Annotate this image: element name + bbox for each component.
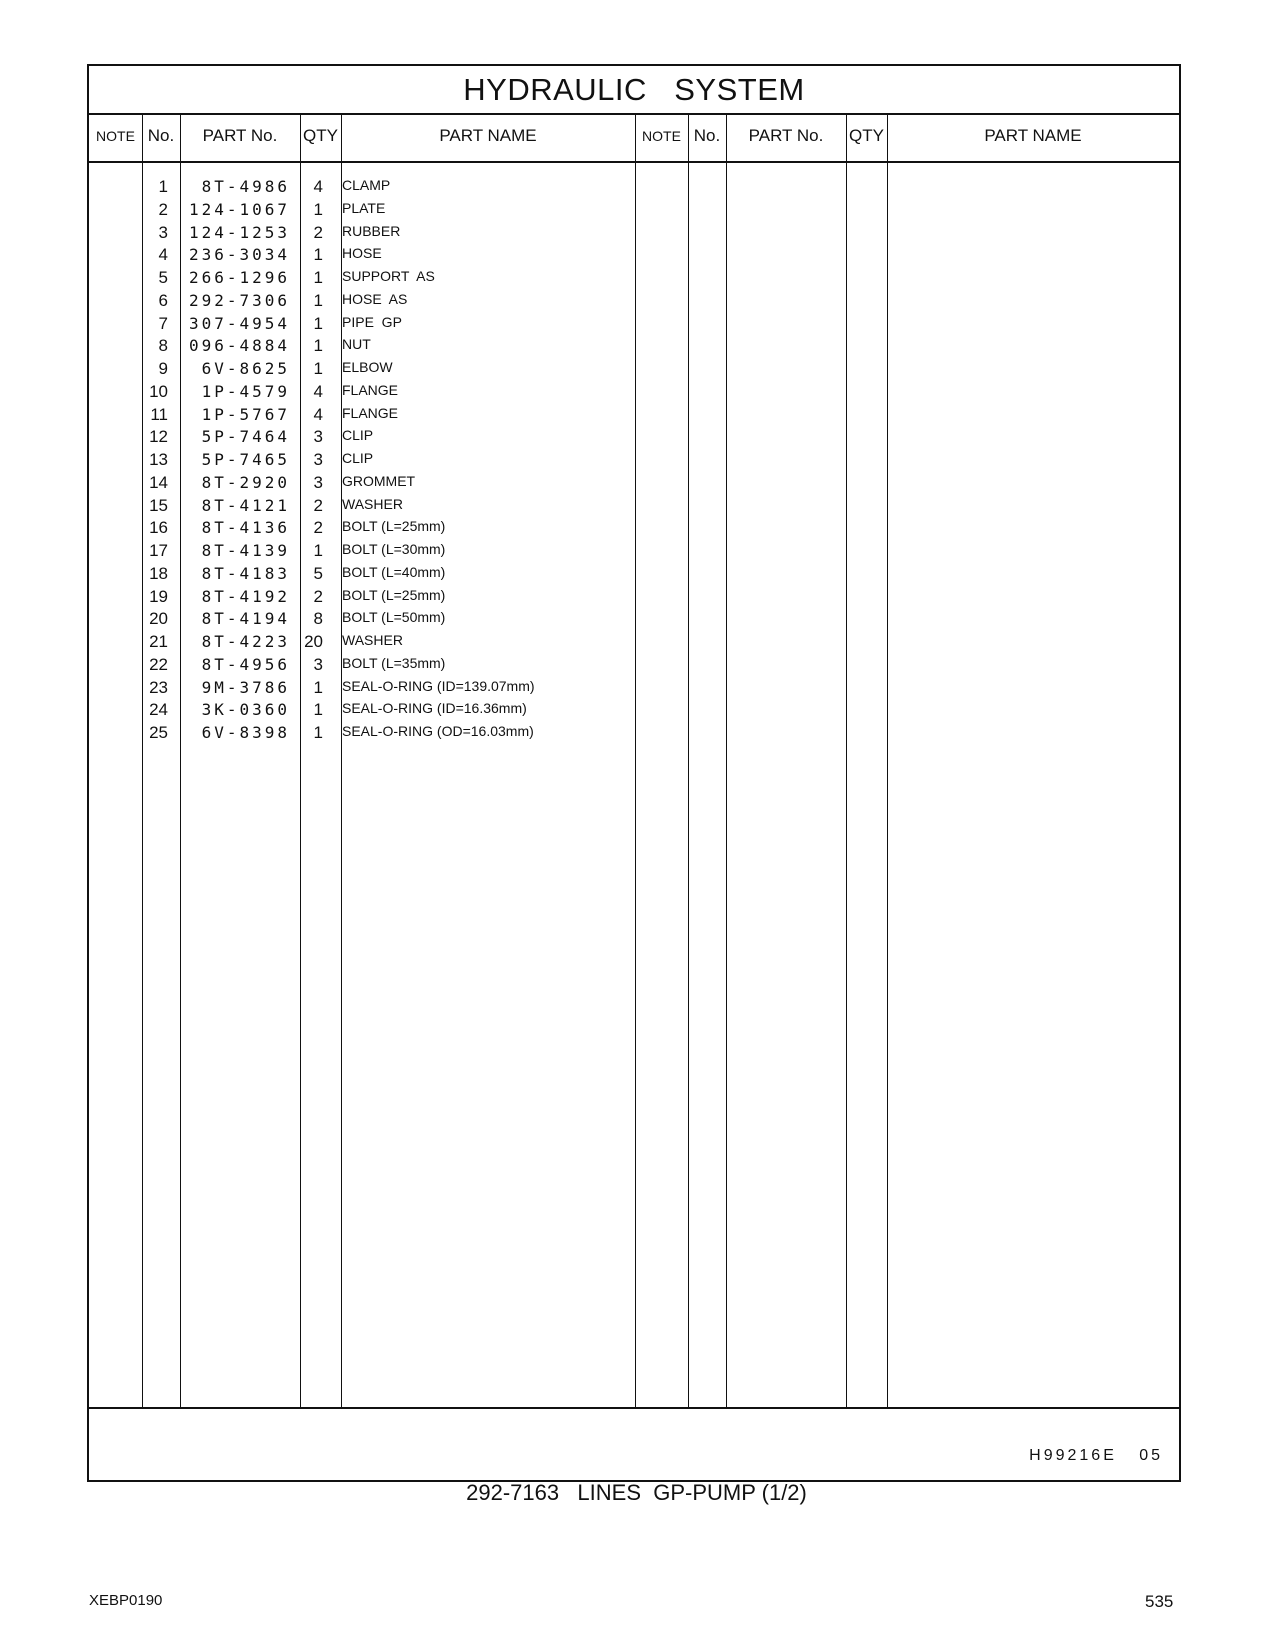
row-qty: 2 (313, 586, 323, 606)
row-qty: 1 (313, 723, 323, 742)
table-row (89, 175, 1179, 198)
row-qty: 3 (313, 427, 323, 447)
table-row (89, 425, 1179, 448)
row-no: 7 (158, 313, 168, 333)
table-row (89, 221, 1179, 244)
row-qty: 8 (313, 609, 323, 629)
row-part-no: 8T-4139 (201, 541, 290, 560)
table-row (89, 357, 1179, 380)
table-row (89, 630, 1179, 653)
row-part-name: GROMMET (342, 472, 416, 489)
row-part-name: CLAMP (342, 177, 391, 193)
row-part-no: 292-7306 (188, 290, 290, 310)
page-number: 535 (1145, 1592, 1174, 1611)
document-code: XEBP0190 (89, 1592, 163, 1609)
row-part-no: 8T-4192 (201, 586, 290, 606)
assembly-subtitle: 292-7163 LINES GP-PUMP (1/2) (466, 1480, 807, 1505)
row-no: 16 (149, 518, 168, 538)
row-no: 17 (149, 541, 168, 560)
row-part-no: 307-4954 (188, 313, 290, 333)
row-part-no: 124-1253 (188, 222, 290, 242)
header-no-right: No. (693, 126, 721, 145)
row-no: 3 (158, 222, 168, 242)
row-no: 24 (149, 700, 168, 720)
table-row (89, 607, 1179, 630)
row-qty: 3 (313, 472, 323, 492)
footer-code: H99216E 05 (1029, 1447, 1163, 1464)
row-part-no: 236-3034 (188, 245, 290, 265)
row-part-name: FLANGE (342, 404, 399, 421)
row-qty: 4 (313, 177, 323, 196)
row-no: 11 (150, 404, 168, 424)
table-row (89, 653, 1179, 676)
row-qty: 2 (313, 495, 323, 515)
header-note-right: NOTE (642, 128, 681, 144)
row-no: 2 (158, 199, 168, 219)
row-no: 19 (149, 586, 168, 606)
row-qty: 5 (313, 563, 323, 583)
row-qty: 1 (313, 541, 323, 560)
row-part-no: 6V-8625 (201, 359, 290, 378)
table-row (89, 471, 1179, 494)
row-no: 6 (158, 290, 168, 310)
row-part-no: 8T-4183 (201, 563, 290, 583)
row-part-no: 266-1296 (188, 268, 290, 287)
row-part-name: SUPPORT AS (342, 268, 435, 284)
row-part-no: 096-4884 (188, 336, 290, 356)
row-qty: 1 (313, 700, 323, 720)
row-part-no: 1P-5767 (201, 404, 290, 424)
row-no: 15 (149, 495, 168, 515)
row-part-name: WASHER (342, 495, 403, 512)
table-row (89, 334, 1179, 357)
table-row (89, 698, 1179, 721)
row-qty: 1 (313, 313, 323, 333)
row-part-no: 6V-8398 (201, 723, 290, 742)
row-part-no: 8T-4223 (201, 632, 290, 651)
row-part-name: BOLT (L=30mm) (342, 541, 446, 557)
row-no: 13 (149, 450, 168, 469)
row-qty: 3 (313, 654, 323, 674)
row-qty: 2 (313, 222, 323, 242)
header-qty-right: QTY (849, 126, 884, 145)
row-part-name: SEAL-O-RING (ID=139.07mm) (342, 677, 535, 694)
footer-divider (89, 1407, 1179, 1409)
table-row (89, 676, 1179, 699)
row-part-name: CLIP (342, 450, 374, 466)
row-part-name: WASHER (342, 632, 403, 648)
row-part-no: 8T-4121 (201, 495, 290, 515)
table-row (89, 585, 1179, 608)
header-part-name-right: PART NAME (984, 126, 1082, 145)
row-no: 21 (149, 632, 168, 651)
parts-table-frame (87, 64, 1181, 1482)
row-part-name: ELBOW (342, 359, 393, 375)
row-no: 9 (158, 359, 168, 378)
table-row (89, 403, 1179, 426)
row-qty: 3 (313, 450, 323, 469)
row-qty: 4 (313, 381, 323, 401)
row-qty: 1 (313, 336, 323, 356)
row-part-no: 5P-7465 (201, 450, 290, 469)
row-part-no: 8T-4956 (201, 654, 290, 674)
row-part-no: 1P-4579 (201, 381, 290, 401)
row-part-name: BOLT (L=25mm) (342, 586, 446, 603)
row-part-name: HOSE (342, 245, 382, 262)
row-part-name: CLIP (342, 427, 374, 444)
row-part-no: 9M-3786 (201, 677, 290, 697)
row-part-name: BOLT (L=35mm) (342, 654, 446, 671)
row-no: 25 (149, 723, 168, 742)
table-row (89, 494, 1179, 517)
row-part-name: HOSE AS (342, 290, 408, 307)
table-row (89, 312, 1179, 335)
row-no: 14 (149, 472, 168, 492)
row-part-name: PIPE GP (342, 313, 402, 330)
table-row (89, 380, 1179, 403)
header-note-left: NOTE (96, 128, 135, 144)
row-part-name: PLATE (342, 199, 386, 216)
table-row (89, 243, 1179, 266)
table-body (89, 161, 1179, 1407)
table-row (89, 266, 1179, 289)
row-no: 1 (158, 177, 168, 196)
row-no: 5 (158, 268, 168, 287)
row-qty: 2 (313, 518, 323, 538)
section-title: HYDRAULIC SYSTEM (89, 66, 1179, 115)
row-part-name: RUBBER (342, 222, 401, 239)
header-part-no-right: PART No. (748, 126, 824, 145)
row-qty: 1 (313, 268, 323, 287)
row-qty: 1 (313, 245, 323, 265)
row-part-no: 124-1067 (188, 199, 290, 219)
row-part-name: SEAL-O-RING (ID=16.36mm) (342, 700, 527, 717)
table-row (89, 516, 1179, 539)
row-part-no: 8T-4986 (201, 177, 290, 196)
row-part-no: 3K-0360 (201, 700, 290, 720)
header-qty-left: QTY (303, 126, 338, 145)
table-row (89, 289, 1179, 312)
table-row (89, 448, 1179, 471)
row-no: 8 (158, 336, 168, 356)
row-no: 20 (149, 609, 168, 629)
table-row (89, 539, 1179, 562)
row-part-name: FLANGE (342, 381, 399, 398)
header-part-no-left: PART No. (202, 126, 278, 145)
row-no: 10 (149, 381, 168, 401)
row-qty: 1 (313, 199, 323, 219)
row-part-name: BOLT (L=50mm) (342, 609, 446, 626)
row-no: 22 (149, 654, 168, 674)
row-part-no: 8T-2920 (201, 472, 290, 492)
row-qty: 1 (313, 677, 323, 697)
row-qty: 20 (304, 632, 323, 651)
table-row (89, 562, 1179, 585)
row-part-name: NUT (342, 336, 371, 353)
table-row (89, 721, 1179, 744)
row-no: 12 (149, 427, 168, 447)
row-part-name: BOLT (L=25mm) (342, 518, 446, 535)
row-no: 18 (149, 563, 168, 583)
row-part-no: 5P-7464 (201, 427, 290, 447)
row-part-no: 8T-4136 (201, 518, 290, 538)
row-part-name: BOLT (L=40mm) (342, 563, 446, 580)
row-no: 23 (149, 677, 168, 697)
row-part-no: 8T-4194 (201, 609, 290, 629)
row-qty: 1 (313, 290, 323, 310)
table-header-row (89, 113, 1179, 163)
row-qty: 1 (313, 359, 323, 378)
row-qty: 4 (313, 404, 323, 424)
table-row (89, 198, 1179, 221)
row-no: 4 (158, 245, 168, 265)
row-part-name: SEAL-O-RING (OD=16.03mm) (342, 723, 534, 739)
header-part-name-left: PART NAME (439, 126, 537, 145)
header-no-left: No. (147, 126, 175, 145)
